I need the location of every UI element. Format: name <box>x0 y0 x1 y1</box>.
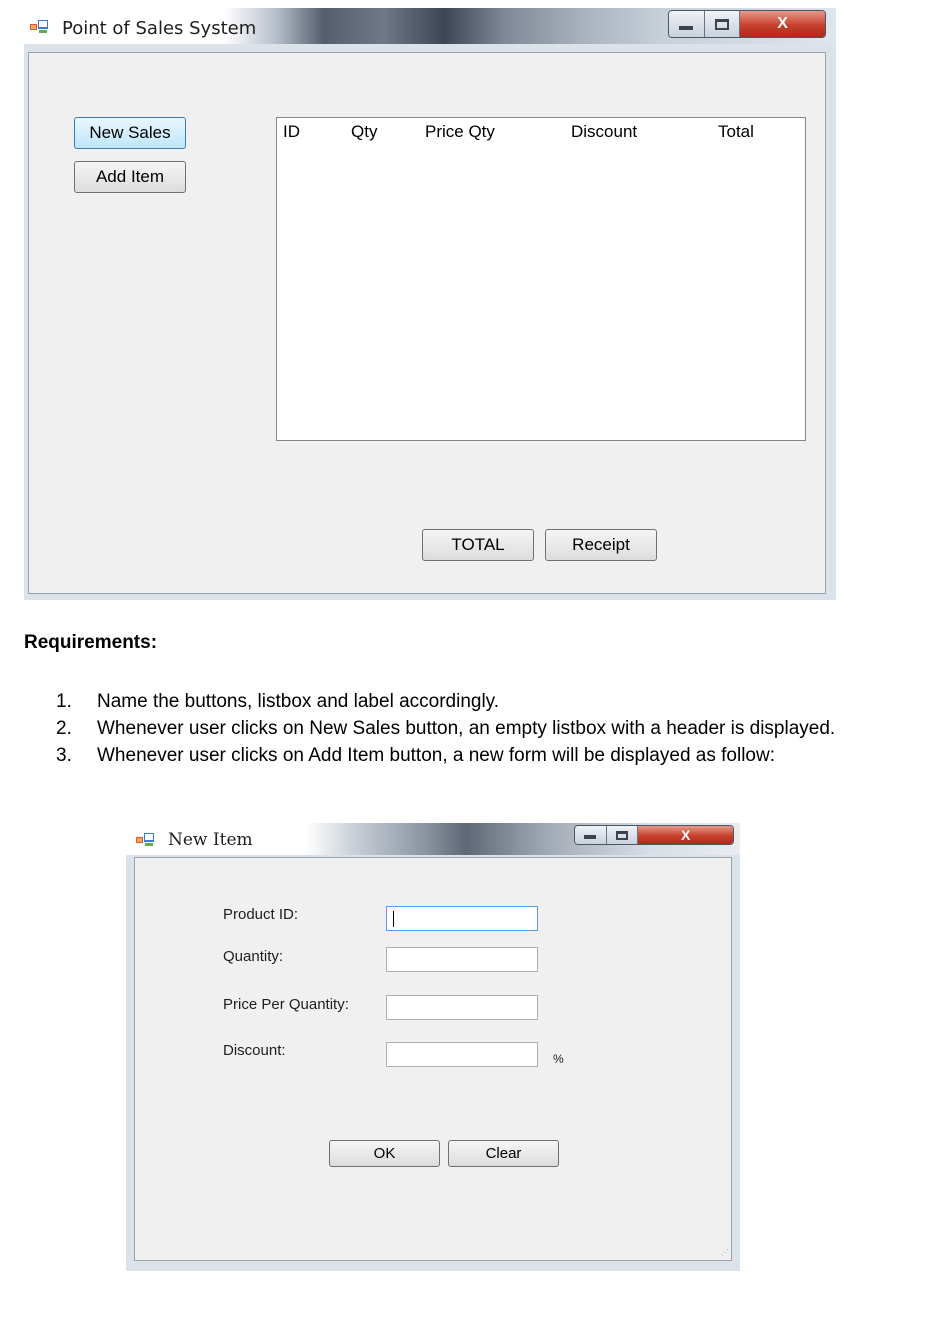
price-per-quantity-label: Price Per Quantity: <box>223 996 349 1013</box>
requirements-list <box>56 688 916 769</box>
receipt-button[interactable]: Receipt <box>545 529 657 561</box>
list-item <box>56 742 916 769</box>
discount-label: Discount: <box>223 1042 286 1059</box>
window-title: New Item <box>168 830 253 850</box>
minimize-icon[interactable] <box>575 826 607 844</box>
list-item <box>56 688 916 715</box>
quantity-field[interactable] <box>386 947 538 972</box>
app-window-icon <box>30 20 48 34</box>
column-header-price-qty: Price Qty <box>425 122 495 141</box>
minimize-icon[interactable] <box>669 11 705 37</box>
list-item-text: Whenever user clicks on Add Item button, a new form will be displayed as follow: <box>97 745 775 766</box>
pos-window-titlebar[interactable] <box>24 8 836 44</box>
column-header-discount: Discount <box>571 122 638 141</box>
close-icon[interactable]: X <box>740 11 825 37</box>
list-item-number: 1. <box>56 691 72 712</box>
discount-field[interactable] <box>386 1042 538 1067</box>
clear-button[interactable]: Clear <box>448 1140 559 1167</box>
window-title: Point of Sales System <box>62 18 257 39</box>
column-header-qty: Qty <box>351 122 378 141</box>
product-id-field[interactable] <box>386 906 538 931</box>
new-sales-button[interactable]: New Sales <box>74 117 186 149</box>
app-window-icon <box>136 833 154 847</box>
column-header-id: ID <box>283 122 300 141</box>
text-caret <box>393 911 394 927</box>
new-item-window-titlebar[interactable] <box>126 823 740 855</box>
quantity-label: Quantity: <box>223 948 284 965</box>
percent-label: % <box>553 1052 564 1066</box>
pos-window-frame <box>24 44 836 600</box>
new-item-window-client <box>134 857 732 1261</box>
pos-window-client <box>28 52 826 594</box>
list-item <box>56 715 916 742</box>
price-per-quantity-field[interactable] <box>386 995 538 1020</box>
list-item-number: 3. <box>56 745 72 766</box>
window-controls <box>668 10 826 38</box>
product-id-label: Product ID: <box>223 906 299 923</box>
sales-listbox[interactable] <box>276 117 806 441</box>
new-item-window <box>126 823 740 1271</box>
list-item-text: Name the buttons, listbox and label accordingly. <box>97 691 500 712</box>
new-item-window-frame <box>126 855 740 1271</box>
resize-grip-icon[interactable]: ⋰ <box>721 1248 728 1257</box>
requirements-heading: Requirements: <box>24 632 158 653</box>
add-item-button[interactable]: Add Item <box>74 161 186 193</box>
ok-button[interactable]: OK <box>329 1140 440 1167</box>
close-icon[interactable]: X <box>638 826 733 844</box>
maximize-icon[interactable] <box>705 11 741 37</box>
pos-window <box>24 8 836 600</box>
list-item-number: 2. <box>56 718 72 739</box>
window-controls <box>574 825 734 845</box>
maximize-icon[interactable] <box>607 826 639 844</box>
list-item-text: Whenever user clicks on New Sales button, an empty listbox with a header is displayed. <box>97 718 836 739</box>
total-button[interactable]: TOTAL <box>422 529 534 561</box>
column-header-total: Total <box>718 122 754 141</box>
